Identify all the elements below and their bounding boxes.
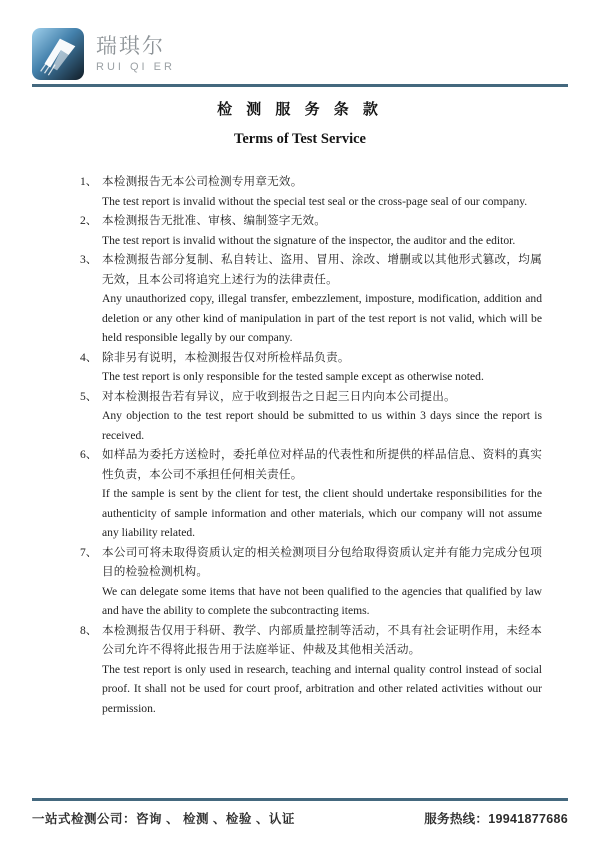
footer-divider	[32, 798, 568, 801]
terms-list	[80, 172, 542, 718]
term-text-en: If the sample is sent by the client for test, the client should undertake responsibilities for the authenticity of sample information and other materials, which our company will not assume any liability related.	[102, 487, 542, 539]
term-text-en: Any unauthorized copy, illegal transfer, embezzlement, imposture, modification, addition and deletion or any other kind of manipulation in part of the test report is not valid, which will be held responsible legally by our company.	[102, 292, 542, 344]
company-name-cn: 瑞琪尔	[96, 35, 165, 59]
header-divider	[32, 84, 568, 87]
term-number: 8、	[80, 623, 98, 637]
page-header	[32, 28, 568, 148]
term-text-zh: 本检测报告无批准、审核、编制签字无效。	[102, 214, 327, 227]
term-text-en: We can delegate some items that have not been qualified to the agencies that qualified by law and have the ability to complete the subcontracting items.	[102, 584, 542, 617]
term-number: 1、	[80, 175, 98, 188]
term-number: 2、	[80, 214, 98, 227]
page-footer	[32, 798, 568, 827]
term-item-3	[80, 250, 542, 348]
term-text-en: The test report is invalid without the special test seal or the cross-page seal of our company.	[102, 194, 528, 208]
term-item-6	[80, 445, 542, 543]
term-item-1	[80, 172, 542, 211]
company-name	[96, 35, 175, 72]
footer-hotline-text: 服务热线：19941877686	[424, 812, 568, 826]
term-text-zh: 本公司可将未取得资质认定的相关检测项目分包给取得资质认定并有能力完成分包项目的检验检测机构。	[102, 545, 542, 578]
term-text-zh: 除非另有说明，本检测报告仅对所检样品负责。	[102, 350, 350, 364]
term-text-en: The test report is only used in research, teaching and internal quality control instead of social proof. It shall not be used for court proof, arbitration and other related activities without our permission.	[102, 662, 542, 715]
term-item-7	[80, 543, 542, 621]
page-title-en: Terms of Test Service	[234, 131, 366, 147]
term-text-en: The test report is only responsible for the tested sample except as otherwise noted.	[102, 370, 484, 383]
term-item-2	[80, 211, 542, 250]
footer-services-text: 一站式检测公司：咨询 、 检测 、检验 、认证	[32, 812, 295, 826]
term-text-zh: 对本检测报告若有异议，应于收到报告之日起三日内向本公司提出。	[102, 389, 456, 403]
company-name-en: RUI QI ER	[96, 60, 175, 73]
company-logo-icon	[32, 28, 84, 80]
term-number: 4、	[80, 350, 98, 364]
term-item-8	[80, 621, 542, 719]
term-number: 6、	[80, 448, 98, 461]
term-number: 7、	[80, 545, 98, 559]
term-text-zh: 本检测报告仅用于科研、教学、内部质量控制等活动，不具有社会证明作用，未经本公司允许不得将此报告用于法庭举证、仲裁及其他相关活动。	[102, 623, 542, 656]
term-number: 5、	[80, 389, 98, 403]
term-text-zh: 如样品为委托方送检时，委托单位对样品的代表性和所提供的样品信息、资料的真实性负责，本公司不承担任何相关责任。	[102, 448, 542, 481]
term-number: 3、	[80, 253, 98, 266]
term-item-4	[80, 348, 542, 387]
term-item-5	[80, 387, 542, 446]
term-text-zh: 本检测报告无本公司检测专用章无效。	[102, 175, 303, 188]
term-text-en: Any objection to the test report should be submitted to us within 3 days since the report is received.	[102, 409, 542, 442]
term-text-en: The test report is invalid without the signature of the inspector, the auditor and the editor.	[102, 233, 516, 247]
page-title-zh: 检 测 服 务 条 款	[217, 101, 383, 118]
company-logo	[32, 28, 568, 80]
term-text-zh: 本检测报告部分复制、私自转让、盗用、冒用、涂改、增删或以其他形式篡改，均属无效，且本公司将追究上述行为的法律责任。	[102, 253, 542, 286]
